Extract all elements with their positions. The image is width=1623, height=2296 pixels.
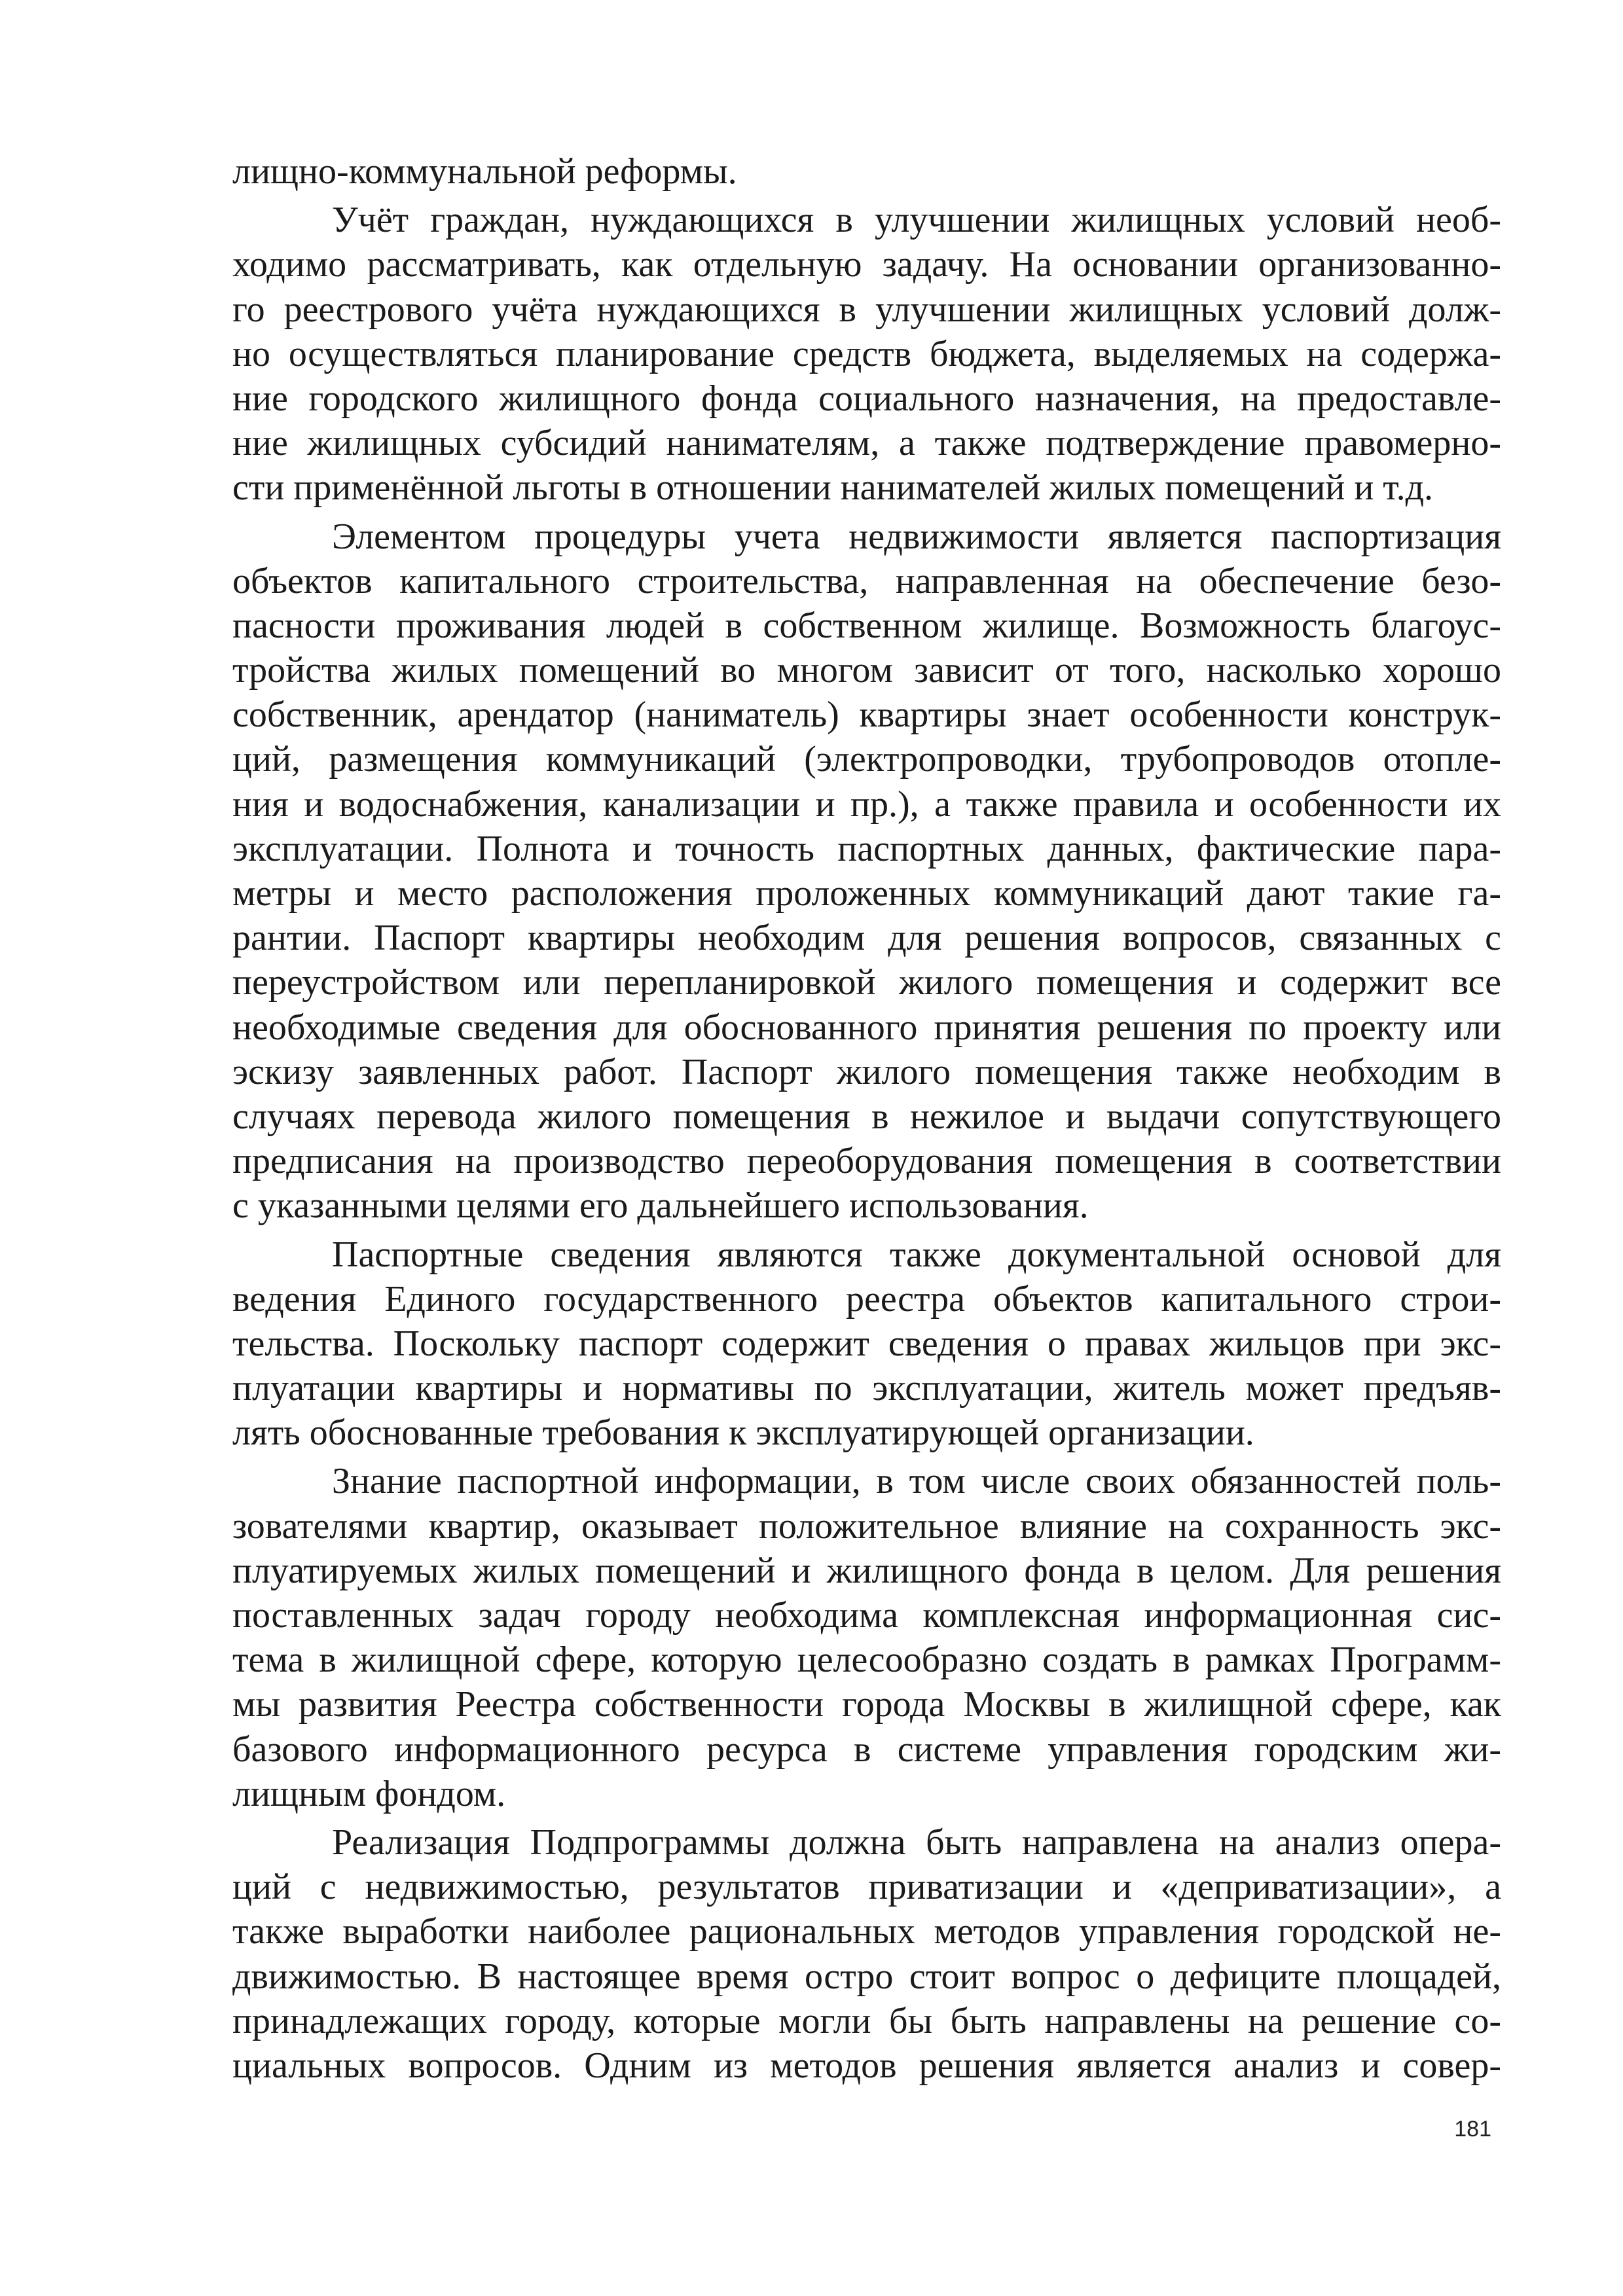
text-line: рантии. Паспорт квартиры необходим для решения вопросов, связанных с [232,918,1501,959]
text-line: плуатируемых жилых помещений и жилищного фонда в целом. Для решения [232,1550,1501,1591]
text-line: лять обоснованные требования к эксплуатирующей организации. [232,1412,1254,1454]
text-line: го реестрового учёта нуждающихся в улучшении жилищных условий долж- [232,289,1501,330]
text-line: с указанными целями его дальнейшего использования. [232,1185,1089,1227]
text-line: мы развития Реестра собственности города Москвы в жилищной сфере, как [232,1684,1501,1725]
paragraph [232,514,1501,1229]
text-line: принадлежащих городу, которые могли бы быть направлены на решение со- [232,2000,1501,2041]
text-line: необходимые сведения для обоснованного принятия решения по проекту или [232,1007,1501,1048]
text-line: тельства. Поскольку паспорт содержит сведения о правах жильцов при экс- [232,1323,1501,1364]
text-line: также выработки наиболее рациональных методов управления городской не- [232,1911,1501,1952]
text-line: собственник, арендатор (наниматель) квартиры знает особенности конструк- [232,694,1501,736]
text-line: движимостью. В настоящее время остро стоит вопрос о дефиците площадей, [232,1956,1501,1997]
text-line: метры и место расположения проложенных коммуникаций дают такие га- [232,873,1501,914]
text-line: лищно-коммунальной реформы. [232,151,737,192]
text-line: Знание паспортной информации, в том числе своих обязанностей поль- [332,1461,1501,1502]
text-line: поставленных задач городу необходима комплексная информационная сис- [232,1595,1501,1636]
page-number: 181 [1454,2117,1491,2142]
text-line: Элементом процедуры учета недвижимости является паспортизация [332,516,1501,557]
text-line: ния и водоснабжения, канализации и пр.), а также правила и особенности их [232,783,1501,825]
text-line: ций с недвижимостью, результатов приватизации и «деприватизации», а [232,1867,1501,1908]
text-line: базового информационного ресурса в системе управления городским жи- [232,1729,1501,1770]
text-line: Реализация Подпрограммы должна быть направлена на анализ опера- [332,1821,1501,1863]
text-line: предписания на производство переоборудования помещения в соответствии [232,1141,1501,1182]
page-body [232,149,1501,2088]
text-line: объектов капитального строительства, направленная на обеспечение безо- [232,560,1501,601]
text-line: случаях перевода жилого помещения в нежилое и выдачи сопутствующего [232,1096,1501,1137]
text-line: ведения Единого государственного реестра объектов капитального строи- [232,1278,1501,1319]
text-line: эскизу заявленных работ. Паспорт жилого помещения также необходим в [232,1051,1501,1092]
text-line: Учёт граждан, нуждающихся в улучшении жилищных условий необ- [332,200,1501,241]
text-line: Паспортные сведения являются также документальной основой для [332,1234,1501,1275]
text-line: сти применённой льготы в отношении нанимателей жилых помещений и т.д. [232,467,1434,509]
paragraph [232,149,1501,194]
text-line: плуатации квартиры и нормативы по эксплуатации, житель может предъяв- [232,1368,1501,1409]
text-line: ние жилищных субсидий нанимателям, а также подтверждение правомерно- [232,423,1501,464]
text-line: пасности проживания людей в собственном жилище. Возможность благоус- [232,605,1501,646]
text-line: тройства жилых помещений во многом зависит от того, насколько хорошо [232,650,1501,691]
text-line: зователями квартир, оказывает положительное влияние на сохранность экс- [232,1505,1501,1547]
text-line: ходимо рассматривать, как отдельную задачу. На основании организованно- [232,244,1501,285]
paragraph [232,1820,1501,2088]
text-line: тема в жилищной сфере, которую целесообразно создать в рамках Программ- [232,1640,1501,1681]
text-line: лищным фондом. [232,1773,506,1814]
text-line: эксплуатации. Полнота и точность паспортных данных, фактические пара- [232,828,1501,869]
text-line: ние городского жилищного фонда социального назначения, на предоставле- [232,378,1501,419]
text-line: но осуществляться планирование средств бюджета, выделяемых на содержа- [232,333,1501,374]
paragraph [232,198,1501,510]
paragraph [232,1232,1501,1456]
paragraph [232,1459,1501,1816]
text-line: циальных вопросов. Одним из методов решения является анализ и совер- [232,2045,1501,2086]
text-line: ций, размещения коммуникаций (электропроводки, трубопроводов отопле- [232,739,1501,780]
text-line: переустройством или перепланировкой жилого помещения и содержит все [232,962,1501,1003]
